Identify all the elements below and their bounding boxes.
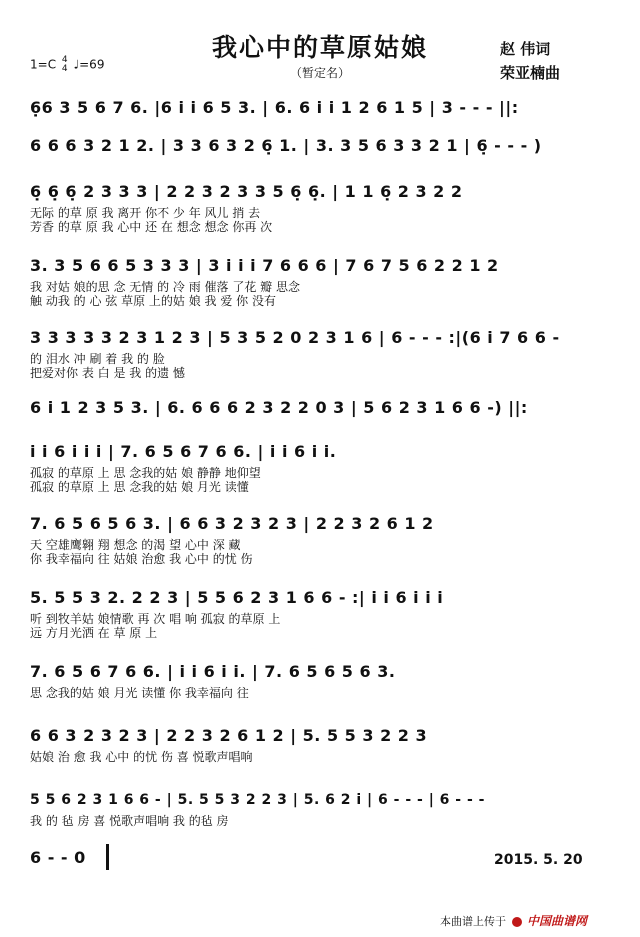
lyric-line-2: 触 动我 的 心 弦 草原 上的姑 娘 我 爱 你 没有: [30, 294, 276, 308]
footer-text: 本曲谱上传于: [440, 915, 506, 928]
key-label: 1=C: [30, 57, 57, 72]
notation-line: 6̣ 6̣ 6̣ 2 3 3 3 | 2 2 3 2 3 3 5 6̣ 6̣. | 1 1 6̣ 2 3 2 2: [30, 182, 463, 201]
notation-line: 6 6 3 2 3 2 3 | 2 2 3 2 6 1 2 | 5. 5 5 3 2 2 3: [30, 726, 428, 745]
song-subtitle: （暂定名）: [289, 66, 350, 80]
notation-line: 3 3 3 3 3 2 3 1 2 3 | 5 3 5 2 0 2 3 1 6 | 6 - - - :|(6 i 7 6 6 -: [30, 328, 560, 347]
lyric-line-1: 思 念我的姑 娘 月光 读懂 你 我幸福向 往: [30, 686, 249, 700]
notation-line: 3. 3 5 6 6 5 3 3 3 | 3 i i i 7 6 6 6 | 7 6 7 5 6 2 2 1 2: [30, 256, 499, 275]
notation-line: 6̣6 3 5 6 7 6. |6 i i 6 5 3. | 6. 6 i i 1 2 6 1 5 | 3 - - - ||:: [30, 98, 519, 117]
composition-date: 2015. 5. 20: [494, 852, 583, 868]
notation-line: 6 - - 0: [30, 848, 86, 867]
final-barline: [106, 844, 109, 870]
notation-line: 6 i 1 2 3 5 3. | 6. 6 6 6 2 3 2 2 0 3 | 5 6 2 3 1 6 6 -) ||:: [30, 398, 528, 417]
lyric-line-2: 把爱对你 表 白 是 我 的遗 憾: [30, 366, 185, 380]
lyric-line-1: 听 到牧羊姑 娘情歌 再 次 唱 响 孤寂 的草原 上: [30, 612, 281, 626]
lyric-line-1: 姑娘 治 愈 我 心中 的忧 伤 喜 悦歌声唱响: [30, 750, 253, 764]
lyric-line-2: 远 方月光洒 在 草 原 上: [30, 626, 158, 640]
notation-line: i i 6 i i i | 7. 6 5 6 7 6 6. | i i 6 i i.: [30, 442, 337, 461]
site-logo-text[interactable]: 中国曲谱网: [527, 914, 588, 928]
tempo-mark: ♩=69: [73, 57, 105, 72]
time-bottom: 4: [61, 64, 68, 74]
notation-line: 7. 6 5 6 7 6 6. | i i 6 i i. | 7. 6 5 6 5 6 3.: [30, 662, 396, 681]
lyric-line-1: 我 的 毡 房 喜 悦歌声唱响 我 的毡 房: [30, 814, 229, 828]
lyric-line-2: 你 我幸福向 往 姑娘 治愈 我 心中 的忧 伤: [30, 552, 253, 566]
key-signature: [30, 56, 104, 74]
notation-line: 5 5 6 2 3 1 6 6 - | 5. 5 5 3 2 2 3 | 5. 6 2 i | 6 - - - | 6 - - -: [30, 792, 485, 808]
lyric-line-1: 天 空雄鹰翱 翔 想念 的渴 望 心中 深 藏: [30, 538, 241, 552]
lyric-line-1: 我 对姑 娘的思 念 无情 的 冷 雨 催落 了花 瓣 思念: [30, 280, 300, 294]
lyric-line-1: 无际 的草 原 我 离开 你不 少 年 风儿 捎 去: [30, 206, 261, 220]
song-title: 我心中的草原姑娘: [211, 33, 428, 62]
footer: [440, 912, 587, 929]
lyric-line-2: 孤寂 的草原 上 思 念我的姑 娘 月光 读懂: [30, 480, 249, 494]
lyric-line-1: 孤寂 的草原 上 思 念我的姑 娘 静静 地仰望: [30, 466, 261, 480]
composer-credit: 荣亚楠曲: [500, 64, 561, 82]
time-signature: [62, 56, 68, 74]
notation-line: 6 6 6 3 2 1 2. | 3 3 6 3 2 6̣ 1. | 3. 3 5 6 3 3 2 1 | 6̣ - - - ): [30, 136, 542, 155]
notation-line: 5. 5 5 3 2. 2 2 3 | 5 5 6 2 3 1 6 6 - :| i i 6 i i i: [30, 588, 444, 607]
site-logo-icon: [512, 917, 522, 927]
lyricist-credit: 赵 伟词: [500, 40, 551, 58]
time-top: 4: [61, 55, 68, 65]
notation-line: 7. 6 5 6 5 6 3. | 6 6 3 2 3 2 3 | 2 2 3 2 6 1 2: [30, 514, 434, 533]
lyric-line-2: 芳香 的草 原 我 心中 还 在 想念 想念 你再 次: [30, 220, 273, 234]
lyric-line-1: 的 泪水 冲 刷 着 我 的 脸: [30, 352, 165, 366]
